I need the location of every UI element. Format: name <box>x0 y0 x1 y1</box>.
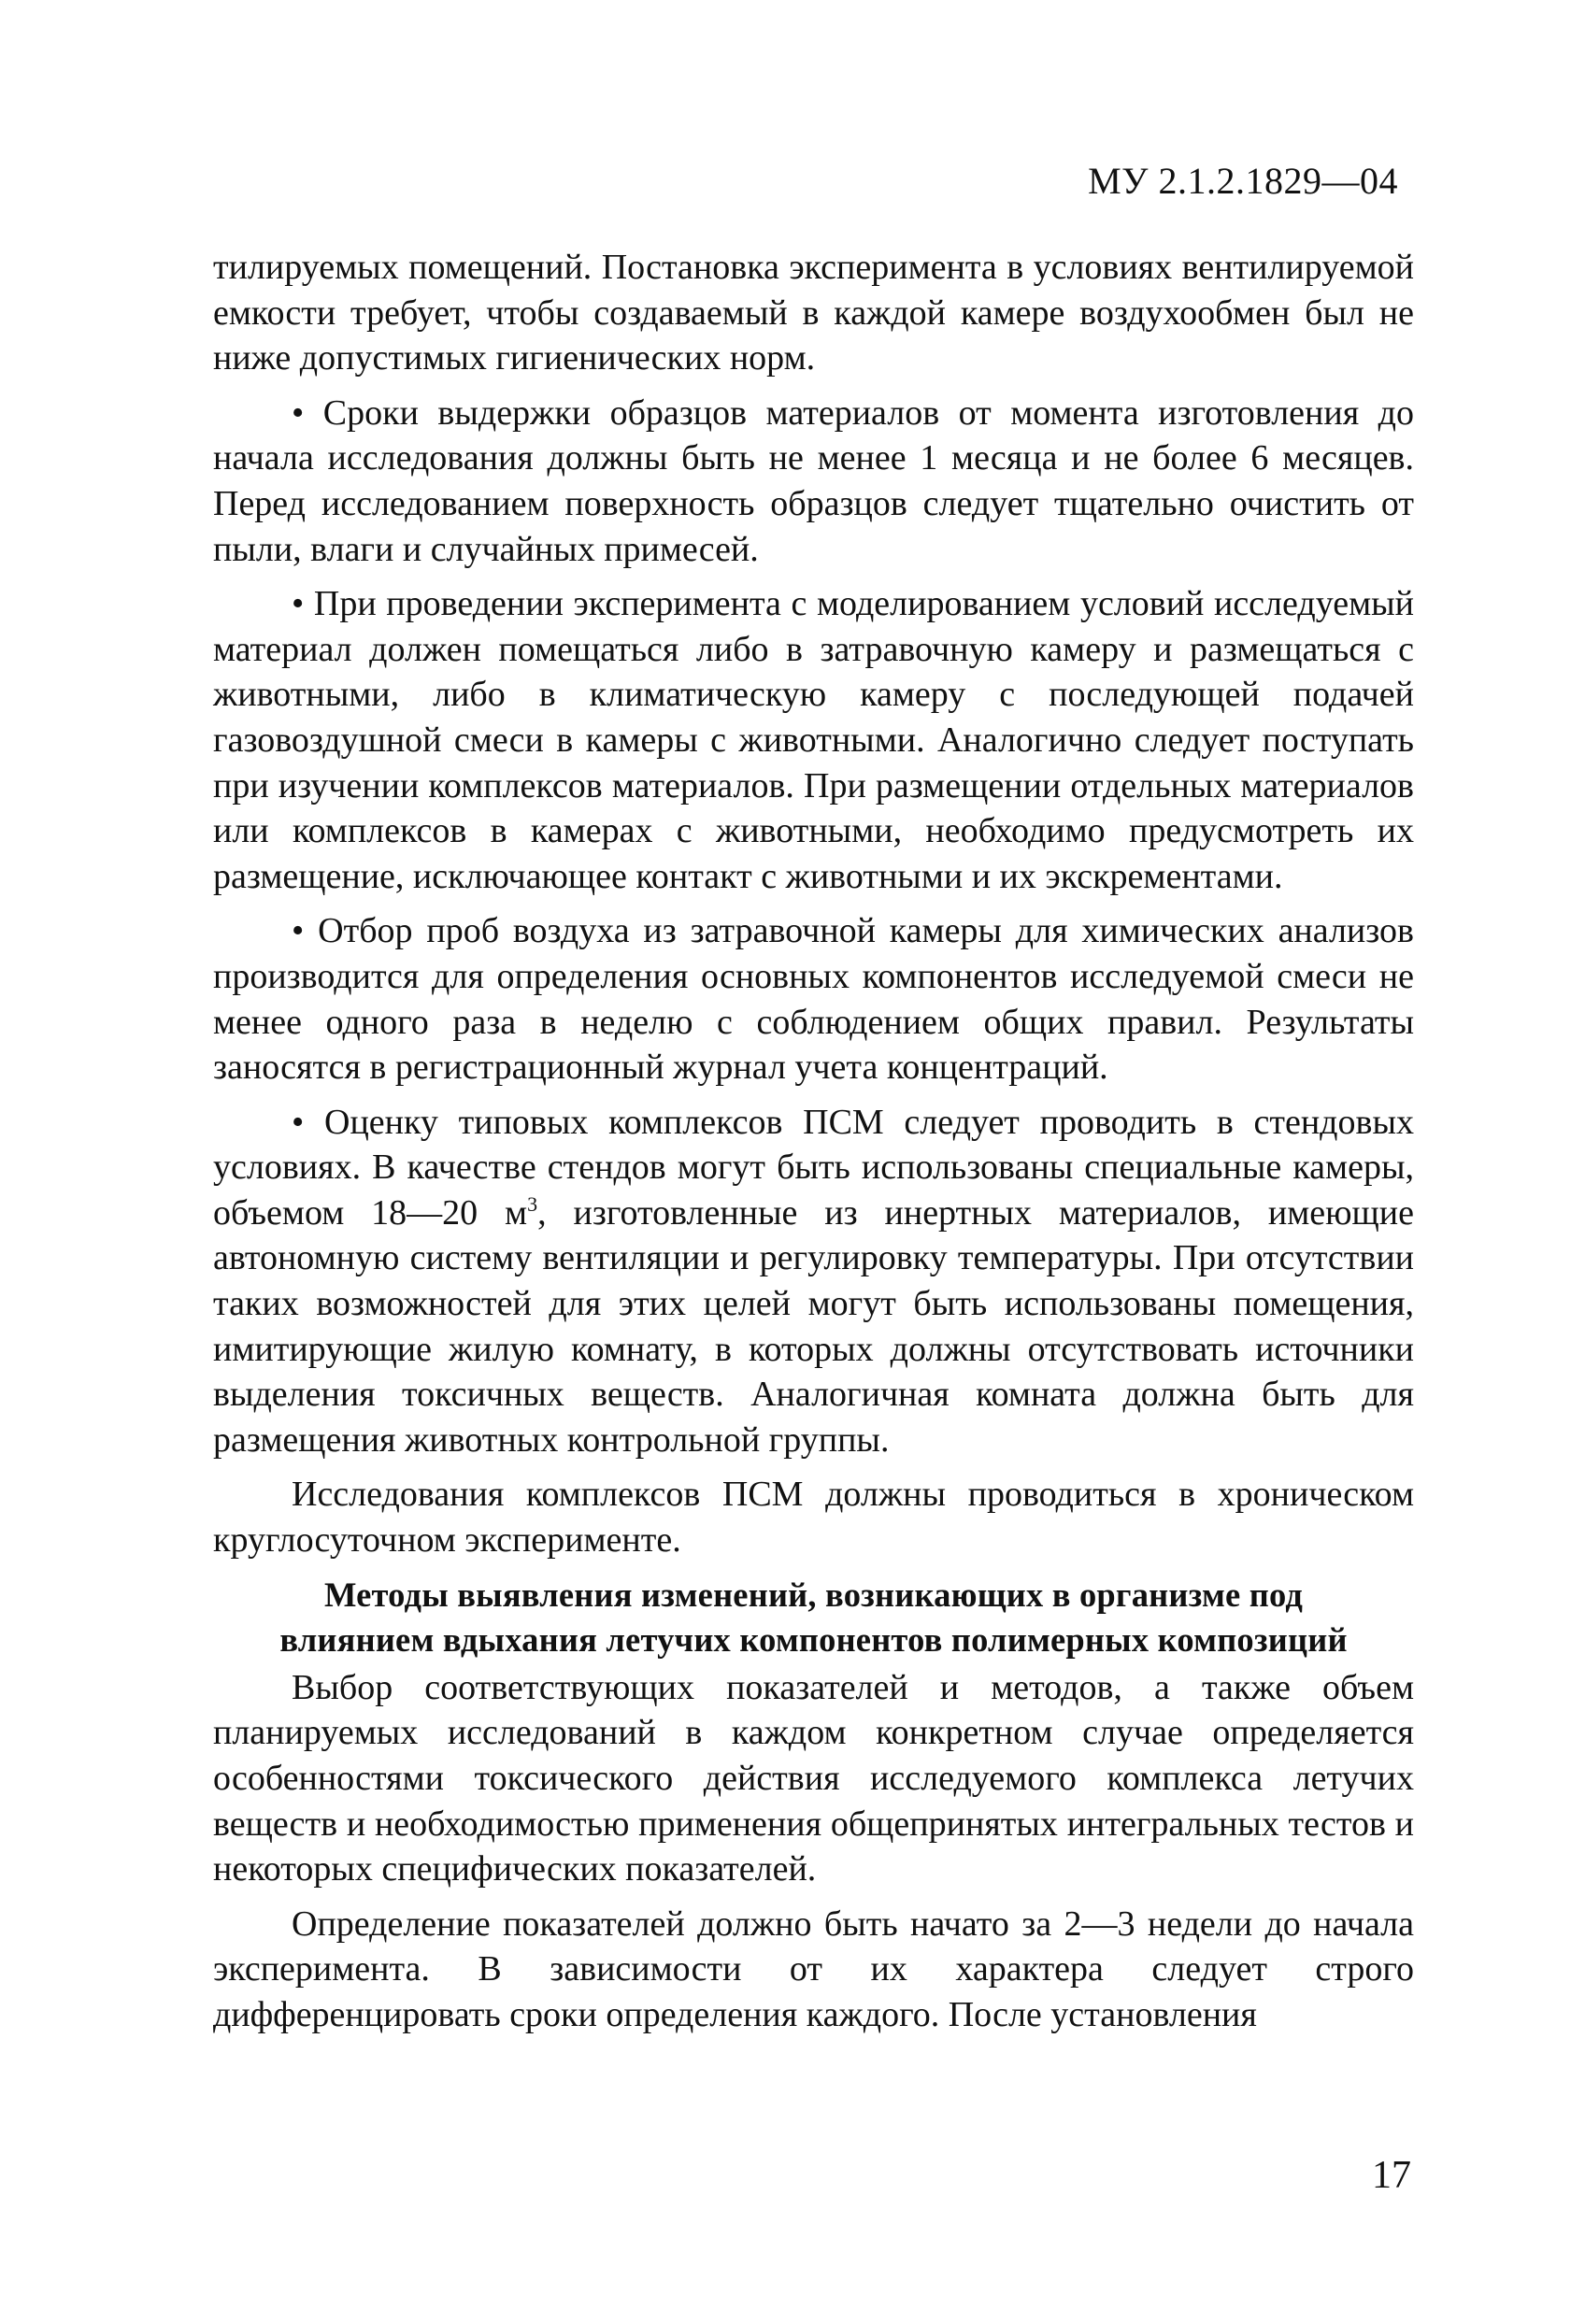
paragraph-4-bullet: • Отбор проб воздуха из затравочной камеры для химических анализов производится для определения основных компонентов исследуемой смеси не менее одного раза в неделю с соблюдением общих правил. Результаты заносятся в регистрационный журнал учета концентраций. <box>213 911 1414 1088</box>
paragraph-8: Определение показателей должно быть начато за 2—3 недели до начала эксперимента. В зависимости от их характера следует строго дифференцировать сроки определения каждого. После установления <box>213 1903 1414 2034</box>
paragraph-2-bullet: • Сроки выдержки образцов материалов от момента изготовления до начала исследования должны быть не менее 1 месяца и не более 6 месяцев. Перед исследованием поверхность образцов следует тщательно очистить от пыли, влаги и случайных примесей. <box>213 392 1414 569</box>
paragraph-3-bullet: • При проведении эксперимента с моделированием условий исследуемый материал должен помещаться либо в затравочную камеру и размещаться с животными, либо в климатическую камеру с последующей подачей газовоздушной смеси в камеры с животными. Аналогично следует поступать при изучении комплексов материалов. При размещении отдельных материалов или комплексов в камерах с животными, необходимо предусмотреть их размещение, исключающее контакт с животными и их экскрементами. <box>213 584 1414 896</box>
paragraph-6: Исследования комплексов ПСМ должны проводиться в хроническом круглосуточном эксперименте. <box>213 1475 1414 1561</box>
section-heading-line-2: влиянием вдыхания летучих компонентов полимерных композиций <box>279 1620 1348 1660</box>
paragraph-1: тилируемых помещений. Постановка эксперимента в условиях вентилируемой емкости требует, чтобы создаваемый в каждой камере воздухообмен был не ниже допустимых гигиенических норм. <box>213 248 1414 378</box>
paragraph-5-text-end: , изготовленные из инертных материалов, имеющие автономную систему вентиляции и регулировку температуры. При отсутствии таких возможностей для этих целей могут быть использованы помещения, имитирующие жилую комнату, в которых должны отсутствовать источники выделения токсичных веществ. Аналогичная комната должна быть для размещения животных контрольной группы. <box>213 1192 1414 1460</box>
paragraph-7: Выбор соответствующих показателей и методов, а также объем планируемых исследований в каждом конкретном случае определяется особенностями токсического действия исследуемого комплекса летучих веществ и необходимостью применения общепринятых интегральных тестов и некоторых специфических показателей. <box>213 1667 1414 1889</box>
section-heading-line-1: Методы выявления изменений, возникающих в организме под <box>323 1575 1304 1614</box>
body-text <box>213 245 1414 2047</box>
paragraph-5-text-start: • Оценку типовых комплексов ПСМ следует проводить в стендовых условиях. В качестве стендов могут быть использованы специальные камеры, объемом 18—20 м <box>213 1102 1414 1233</box>
paragraph-5-bullet <box>213 1100 1414 1463</box>
cubic-superscript: 3 <box>527 1191 538 1216</box>
document-code: МУ 2.1.2.1829—04 <box>1088 160 1398 202</box>
page-number: 17 <box>1372 2154 1411 2197</box>
